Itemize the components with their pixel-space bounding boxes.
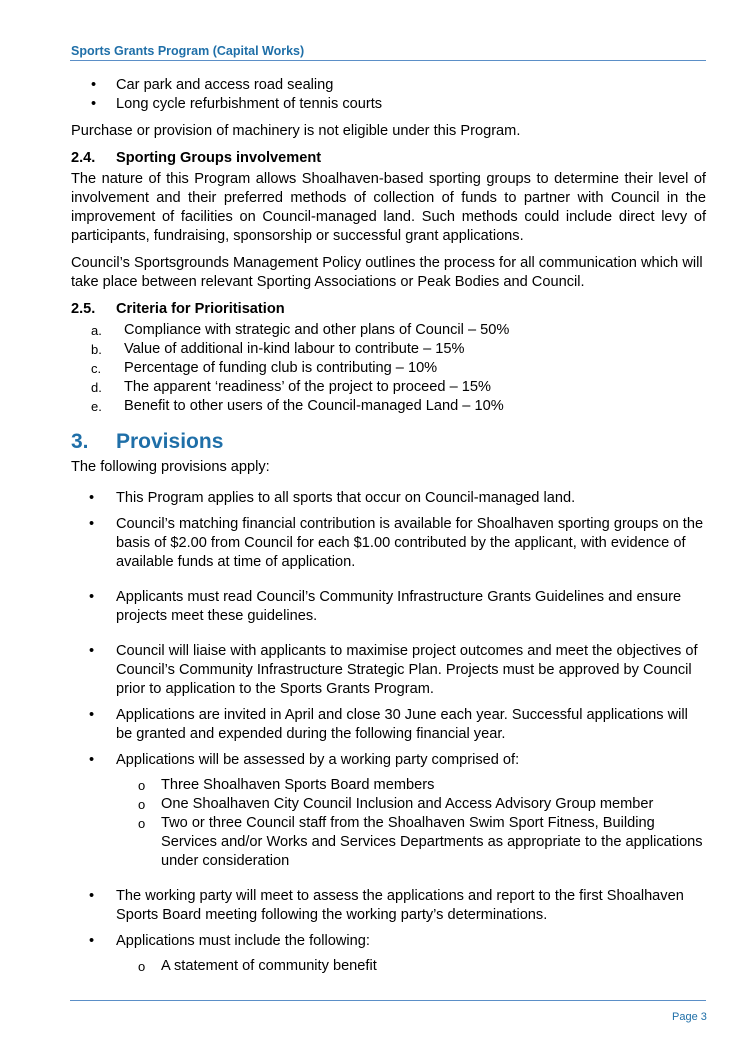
bullet-marker: •: [89, 933, 95, 949]
list-item: • The working party will meet to assess the applications and report to the first Shoalhaven Sports Board meeting following the working party’s determinations.: [89, 888, 684, 923]
list-item: • This Program applies to all sports that occur on Council-managed land.: [89, 490, 576, 506]
list-item: e. Benefit to other users of the Council-managed Land – 10%: [91, 398, 504, 414]
bullet-marker: •: [91, 96, 97, 112]
bullet-marker: •: [89, 752, 95, 768]
sublist-item: o Three Shoalhaven Sports Board members: [138, 777, 435, 793]
document-body: [71, 76, 706, 983]
bullet-marker: •: [89, 643, 95, 659]
bullet-marker: •: [89, 516, 95, 532]
list-item: • Council will liaise with applicants to maximise project outcomes and meet the objectives of Council’s Community Infrastructure Strategic Plan. Projects must be approved by Council prior to application to the Sports Grants Program.: [89, 643, 698, 697]
list-item: • Applicants must read Council’s Community Infrastructure Grants Guidelines and ensure projects meet these guidelines.: [89, 589, 682, 624]
bullet-marker: •: [91, 77, 97, 93]
page-number: Page 3: [672, 1011, 707, 1023]
section-2-4-paragraph: Council’s Sportsgrounds Management Policy outlines the process for all communication which will take place between relevant Sporting Associations or Peak Bodies and Council.: [71, 255, 703, 290]
bullet-marker: •: [89, 707, 95, 723]
list-item: • Car park and access road sealing: [91, 77, 334, 93]
bullet-marker: •: [89, 888, 95, 904]
circle-marker: o: [138, 816, 146, 831]
list-item: • Council’s matching financial contribution is available for Shoalhaven sporting groups on the basis of $2.00 from Council for each $1.00 contributed by the applicant, with evidence of available funds at time of application.: [89, 516, 704, 570]
circle-marker: o: [138, 797, 146, 812]
bullet-marker: •: [89, 589, 95, 605]
header-divider: [70, 60, 706, 61]
section-2-4-heading: 2.4. Sporting Groups involvement: [71, 150, 322, 166]
section-3-heading: 3. Provisions: [71, 430, 224, 453]
running-header: Sports Grants Program (Capital Works): [71, 44, 305, 58]
working-party-sublist: [116, 776, 706, 871]
must-include-sublist: [116, 957, 706, 976]
intro-bullet-list: [71, 76, 706, 114]
bullet-marker: •: [89, 490, 95, 506]
machinery-note: Purchase or provision of machinery is not eligible under this Program.: [71, 123, 521, 139]
list-item: d. The apparent ‘readiness’ of the project to proceed – 15%: [91, 379, 491, 395]
section-2-4-paragraph: The nature of this Program allows Shoalhaven-based sporting groups to determine their level of involvement and their preferred methods of collection of funds to partner with Council in the improvement of facilities on Council-managed land. Such methods could include direct levy of participants, fundraising, sponsorship or successful grant applications.: [71, 171, 706, 244]
criteria-list: [71, 321, 706, 416]
list-item: c. Percentage of funding club is contributing – 10%: [91, 360, 438, 376]
provisions-list: [71, 489, 706, 976]
list-item: • Long cycle refurbishment of tennis courts: [91, 96, 383, 112]
list-item: • Applications must include the following: o A statement of community benefit: [71, 932, 706, 976]
list-item: • Applications are invited in April and close 30 June each year. Successful applications will be granted and expended during the following financial year.: [89, 707, 688, 742]
circle-marker: o: [138, 959, 146, 974]
footer-divider: [70, 1000, 706, 1001]
list-item: • Applications will be assessed by a working party comprised of: o Three Shoalhaven Sports Board members o One Shoalhaven City Council Inclusion and Access Advisory Group member o Two or three Council staff from the Shoalhaven Swim Sport Fitness, Building Services and/or Works and Services Departments as appropriate to the applications under consideration: [71, 751, 706, 871]
sublist-item: o Two or three Council staff from the Shoalhaven Swim Sport Fitness, Building Services and/or Works and Services Departments as appropriate to the applications under consideration: [138, 815, 703, 869]
sublist-item: o One Shoalhaven City Council Inclusion and Access Advisory Group member: [138, 796, 654, 812]
circle-marker: o: [138, 778, 146, 793]
list-item: b. Value of additional in-kind labour to contribute – 15%: [91, 341, 465, 357]
section-3-intro: The following provisions apply:: [71, 459, 270, 475]
sublist-item: o A statement of community benefit: [138, 958, 377, 974]
section-2-5-heading: 2.5. Criteria for Prioritisation: [71, 301, 285, 317]
list-item: a. Compliance with strategic and other plans of Council – 50%: [91, 322, 510, 338]
